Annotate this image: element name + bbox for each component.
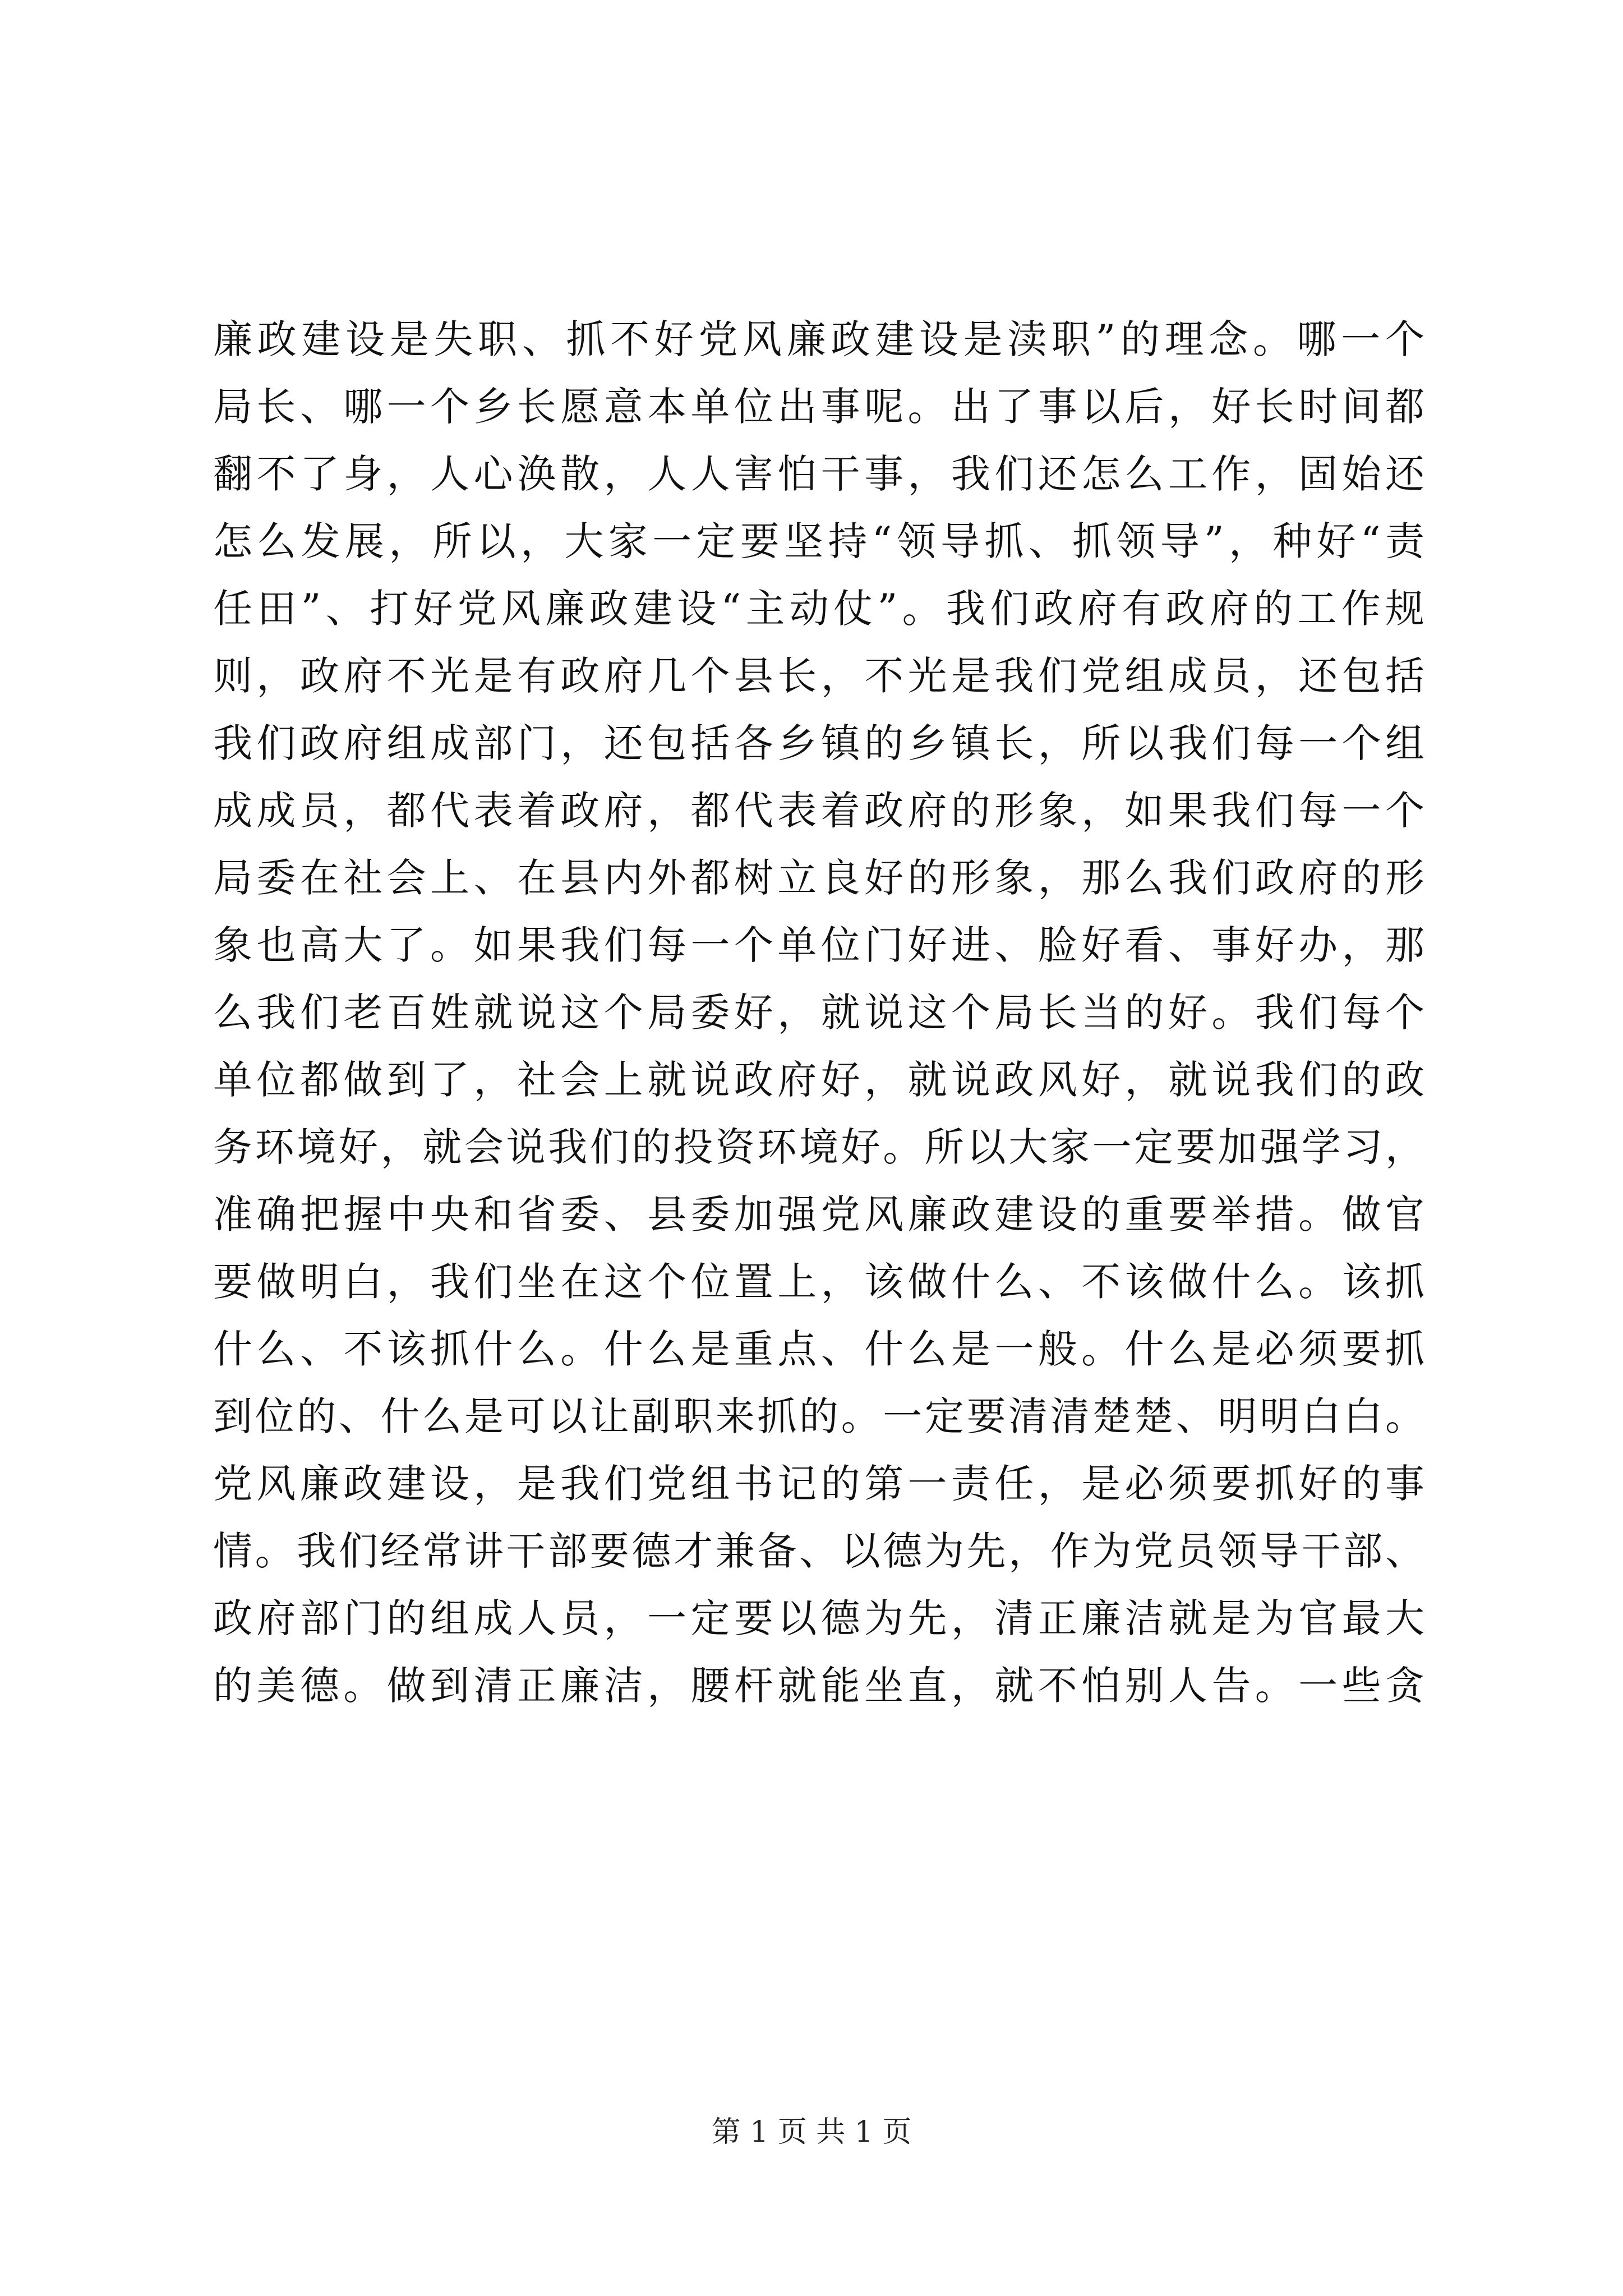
text-line-1: 廉政建设是失职、抓不好党风廉政建设是渎职”的理念。哪一个 <box>213 316 1424 362</box>
text-line-6: 则，政府不光是有政府几个县长，不光是我们党组成员，还包括 <box>213 653 1424 699</box>
text-line-8: 成成员，都代表着政府，都代表着政府的形象，如果我们每一个 <box>213 788 1424 834</box>
text-line-19: 情。我们经常讲干部要德才兼备、以德为先，作为党员领导干部、 <box>213 1528 1424 1574</box>
body-text <box>213 306 1424 1719</box>
text-line-2: 局长、哪一个乡长愿意本单位出事呢。出了事以后，好长时间都 <box>213 384 1424 430</box>
text-line-21: 的美德。做到清正廉洁，腰杆就能坐直，就不怕别人告。一些贪 <box>213 1663 1424 1709</box>
text-line-9: 局委在社会上、在县内外都树立良好的形象，那么我们政府的形 <box>213 855 1424 901</box>
text-line-13: 务环境好，就会说我们的投资环境好。所以大家一定要加强学习， <box>213 1124 1424 1170</box>
text-line-18: 党风廉政建设，是我们党组书记的第一责任，是必须要抓好的事 <box>213 1461 1424 1507</box>
text-line-17: 到位的、什么是可以让副职来抓的。一定要清清楚楚、明明白白。 <box>213 1393 1424 1439</box>
text-line-14: 准确把握中央和省委、县委加强党风廉政建设的重要举措。做官 <box>213 1191 1424 1237</box>
text-line-15: 要做明白，我们坐在这个位置上，该做什么、不该做什么。该抓 <box>213 1259 1424 1305</box>
text-line-16: 什么、不该抓什么。什么是重点、什么是一般。什么是必须要抓 <box>213 1326 1424 1372</box>
page-number-footer: 第 1 页 共 1 页 <box>711 2115 912 2149</box>
text-line-7: 我们政府组成部门，还包括各乡镇的乡镇长，所以我们每一个组 <box>213 720 1424 766</box>
text-line-3: 翻不了身，人心涣散，人人害怕干事，我们还怎么工作，固始还 <box>213 451 1424 497</box>
text-line-10: 象也高大了。如果我们每一个单位门好进、脸好看、事好办，那 <box>213 922 1424 968</box>
text-line-4: 怎么发展，所以，大家一定要坚持“领导抓、抓领导”，种好“责 <box>213 518 1424 564</box>
text-line-11: 么我们老百姓就说这个局委好，就说这个局长当的好。我们每个 <box>213 990 1424 1036</box>
text-line-5: 任田”、打好党风廉政建设“主动仗”。我们政府有政府的工作规 <box>213 586 1424 632</box>
text-line-20: 政府部门的组成人员，一定要以德为先，清正廉洁就是为官最大 <box>213 1595 1424 1641</box>
text-line-12: 单位都做到了，社会上就说政府好，就说政风好，就说我们的政 <box>213 1057 1424 1103</box>
